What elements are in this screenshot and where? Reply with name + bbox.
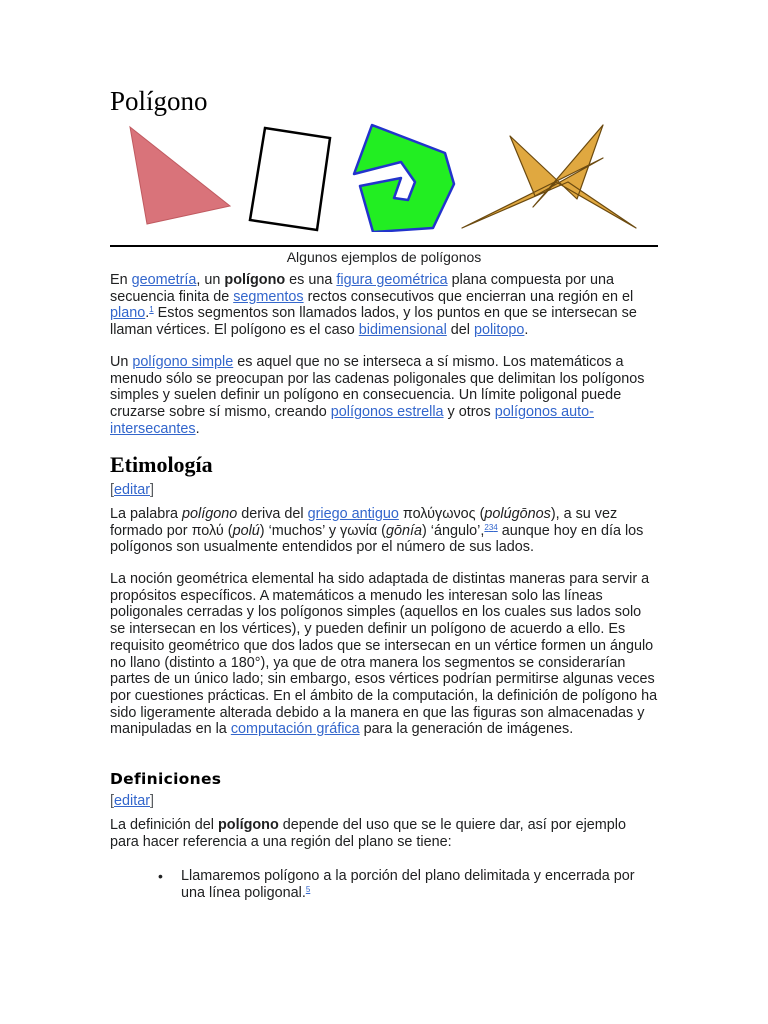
link-poligonos-auto-intersecantes[interactable]: polígonos auto-intersecantes <box>110 404 594 437</box>
ref-3[interactable]: 3 <box>488 522 494 532</box>
etimologia-paragraph-2: La noción geométrica elemental ha sido adaptada de distintas maneras para servir a propósitos específicos. A matemáticos a menudo les interesan solo las líneas poligonales cerradas y los polígonos simples (aquellos en los cuales sus lados solo se intersecan en los vértices), y pueden definir un polígono de acuerdo a ello. Es requisito geométrico que dos lados que se intersecan en un vértice formen un ángulo no llano (distinto a 180°), ya que de otra manera los segmentos se considerarían partes de un único lado; sin embargo, esos vértices podrían permitirse algunas veces por cuestiones prácticas. En el ámbito de la computación, la definición de polígono ha sido ligeramente alterada debido a la manera en que las figuras son almacenadas y manipuladas en la computación gráfica para la generación de imágenes. <box>110 571 658 738</box>
bold-term: polígono <box>224 272 286 288</box>
link-figura-geometrica[interactable]: figura geométrica <box>336 272 448 288</box>
link-politopo[interactable]: politopo <box>473 322 525 339</box>
edit-link-definiciones[interactable]: editar <box>114 793 150 809</box>
section-heading-definiciones: Definiciones <box>110 770 222 788</box>
polygon-examples-figure <box>110 120 658 232</box>
link-poligonos-estrella[interactable]: polígonos estrella <box>330 404 444 421</box>
section-heading-etimologia: Etimología <box>110 452 213 477</box>
ref-5[interactable]: 5 <box>305 884 311 894</box>
link-griego-antiguo[interactable]: griego antiguo <box>307 506 399 522</box>
triangle-polygon <box>130 127 230 224</box>
link-poligono-simple[interactable]: polígono simple <box>132 354 234 370</box>
link-bidimensional[interactable]: bidimensional <box>358 322 447 339</box>
link-computacion-grafica[interactable]: computación gráfica <box>230 721 360 738</box>
edit-section-etimologia: [editar] <box>110 482 154 498</box>
link-segmentos[interactable]: segmentos <box>233 288 304 305</box>
link-plano[interactable]: plano <box>110 305 146 322</box>
figure-divider <box>110 245 658 247</box>
figure-caption: Algunos ejemplos de polígonos <box>286 249 482 265</box>
ref-2[interactable]: 2 <box>484 522 489 532</box>
star-polygon <box>462 125 636 228</box>
bullet-marker: • <box>158 868 163 884</box>
intro-paragraph-1: En geometría, un polígono es una figura geométrica plana compuesta por una secuencia finita de segmentos rectos consecutivos que encierran una región en el plano.$^1$ Estos segmentos son llamados lados, y los puntos en que se intersecan se llaman vértices. El polígono es el caso bidimensional del politopo. <box>110 272 637 339</box>
ref-4[interactable]: 4 <box>493 522 498 532</box>
page-title: Polígono <box>110 86 208 116</box>
intro-paragraph-2: Un polígono simple es aquel que no se interseca a sí mismo. Los matemáticos a menudo sólo se preocupan por las cadenas poligonales que delimitan los polígonos simples y suelen definir un polígono en consecuencia. Un límite poligonal puede cruzarse sobre sí mismo, creando polígonos estrella y otros polígonos auto-intersecantes. <box>110 354 645 437</box>
rectangle-polygon <box>250 128 330 230</box>
link-geometria[interactable]: geometría <box>131 272 197 288</box>
etimologia-paragraph-1: La palabra polígono deriva del griego antiguo πολύγωνος (polúgōnos), a su vez formado por πολύ (polú) ‘muchos’ y γωνία (gōnía) ‘ángulo’,$^{234}$ aunque hoy en día los polígonos son usualmente entendidos por el número de sus lados. <box>110 506 644 556</box>
list-item: Llamaremos polígono a la porción del plano delimitada y encerrada por una línea poligonal.$^5$ <box>181 868 635 901</box>
spiral-polygon <box>354 125 454 232</box>
edit-link-etimologia[interactable]: editar <box>114 482 150 498</box>
edit-section-definiciones: [editar] <box>110 793 154 809</box>
ref-1[interactable]: 1 <box>149 305 154 315</box>
definiciones-paragraph-1: La definición del polígono depende del uso que se le quiere dar, así por ejemplo para hacer referencia a una región del plano se tiene: <box>110 817 626 850</box>
